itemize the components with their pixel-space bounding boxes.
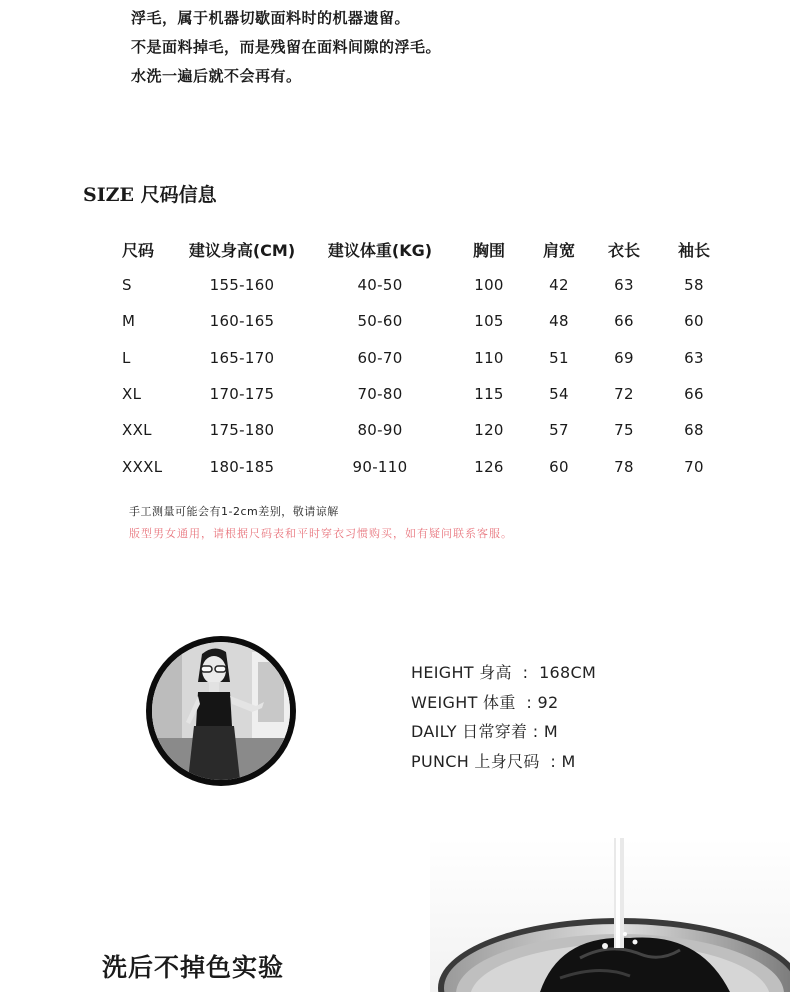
- table-row: [110, 412, 734, 448]
- table-row: [110, 267, 734, 303]
- column-header: 肩宽: [542, 240, 575, 260]
- unisex-note: 版型男女通用，请根据尺码表和平时穿衣习惯购买，如有疑问联系客服。: [129, 527, 513, 540]
- size-heading: [83, 180, 217, 207]
- table-cell: 126: [474, 457, 504, 476]
- column-header: 建议体重(KG): [327, 240, 433, 260]
- table-cell: 180-185: [209, 457, 275, 476]
- column-header: 衣长: [607, 240, 640, 260]
- size-heading-en: SIZE: [83, 184, 134, 206]
- model-photo-inner: [152, 642, 290, 780]
- table-cell: 63: [614, 276, 634, 295]
- column-header: 尺码: [122, 240, 155, 260]
- table-cell: 175-180: [209, 421, 275, 440]
- model-photo: [146, 636, 296, 786]
- table-cell: XXXL: [122, 457, 163, 476]
- table-cell: 75: [614, 421, 634, 440]
- column-header: 胸围: [472, 240, 505, 260]
- model-weight: WEIGHT 体重 : 92: [411, 692, 559, 712]
- model-daily-size: DAILY 日常穿着 : M: [411, 722, 558, 741]
- table-cell: XL: [122, 385, 142, 404]
- table-cell: 58: [684, 276, 704, 295]
- table-cell: 160-165: [209, 312, 275, 331]
- model-info: [411, 658, 596, 776]
- model-figure-icon: [152, 642, 290, 780]
- table-cell: 60: [684, 312, 704, 331]
- table-cell: 100: [474, 276, 504, 295]
- intro-text: [131, 4, 441, 91]
- table-cell: 68: [684, 421, 704, 440]
- wash-test-photo: [430, 838, 790, 992]
- table-cell: 40-50: [357, 276, 403, 295]
- table-cell: 70: [684, 457, 704, 476]
- table-cell: M: [122, 312, 136, 331]
- measurement-note: 手工测量可能会有1-2cm差别，敬请谅解: [129, 505, 339, 518]
- model-height: HEIGHT 身高 : 168CM: [411, 663, 597, 682]
- table-cell: 60-70: [357, 348, 403, 367]
- table-row: [110, 448, 734, 484]
- column-header: 袖长: [677, 240, 710, 260]
- intro-line: 不是面料掉毛，而是残留在面料间隙的浮毛。: [131, 38, 442, 56]
- table-cell: 115: [474, 385, 504, 404]
- table-cell: 57: [549, 421, 569, 440]
- table-cell: 54: [549, 385, 569, 404]
- model-punch-size: PUNCH 上身尺码 : M: [411, 751, 576, 771]
- table-cell: 51: [549, 348, 569, 367]
- table-cell: 165-170: [209, 348, 275, 367]
- table-cell: 105: [474, 312, 504, 331]
- table-cell: 120: [474, 421, 504, 440]
- intro-line: 浮毛，属于机器切歇面料时的机器遗留。: [131, 9, 411, 27]
- table-cell: 48: [549, 312, 569, 331]
- table-row: [110, 340, 734, 376]
- table-cell: 42: [549, 276, 569, 295]
- table-cell: 80-90: [357, 421, 403, 440]
- table-cell: L: [122, 348, 131, 367]
- table-cell: 60: [549, 457, 569, 476]
- table-cell: 66: [614, 312, 634, 331]
- table-cell: 72: [614, 385, 634, 404]
- table-cell: 63: [684, 348, 704, 367]
- table-cell: 66: [684, 385, 704, 404]
- water-bowl-icon: [430, 838, 790, 992]
- size-table: [110, 231, 734, 485]
- table-cell: 90-110: [352, 457, 408, 476]
- table-cell: 78: [614, 457, 634, 476]
- table-row: [110, 376, 734, 412]
- table-cell: XXL: [122, 421, 152, 440]
- table-header-row: [110, 231, 734, 267]
- column-header: 建议身高(CM): [188, 240, 296, 260]
- table-cell: 69: [614, 348, 634, 367]
- table-cell: 70-80: [357, 385, 403, 404]
- table-cell: S: [122, 276, 132, 295]
- wash-test-title: 洗后不掉色实验: [102, 953, 285, 982]
- table-cell: 50-60: [357, 312, 403, 331]
- table-cell: 155-160: [209, 276, 275, 295]
- table-cell: 170-175: [209, 385, 275, 404]
- intro-line: 水洗一遍后就不会再有。: [131, 67, 302, 85]
- table-cell: 110: [474, 348, 504, 367]
- table-row: [110, 303, 734, 339]
- size-heading-cn: 尺码信息: [140, 184, 217, 206]
